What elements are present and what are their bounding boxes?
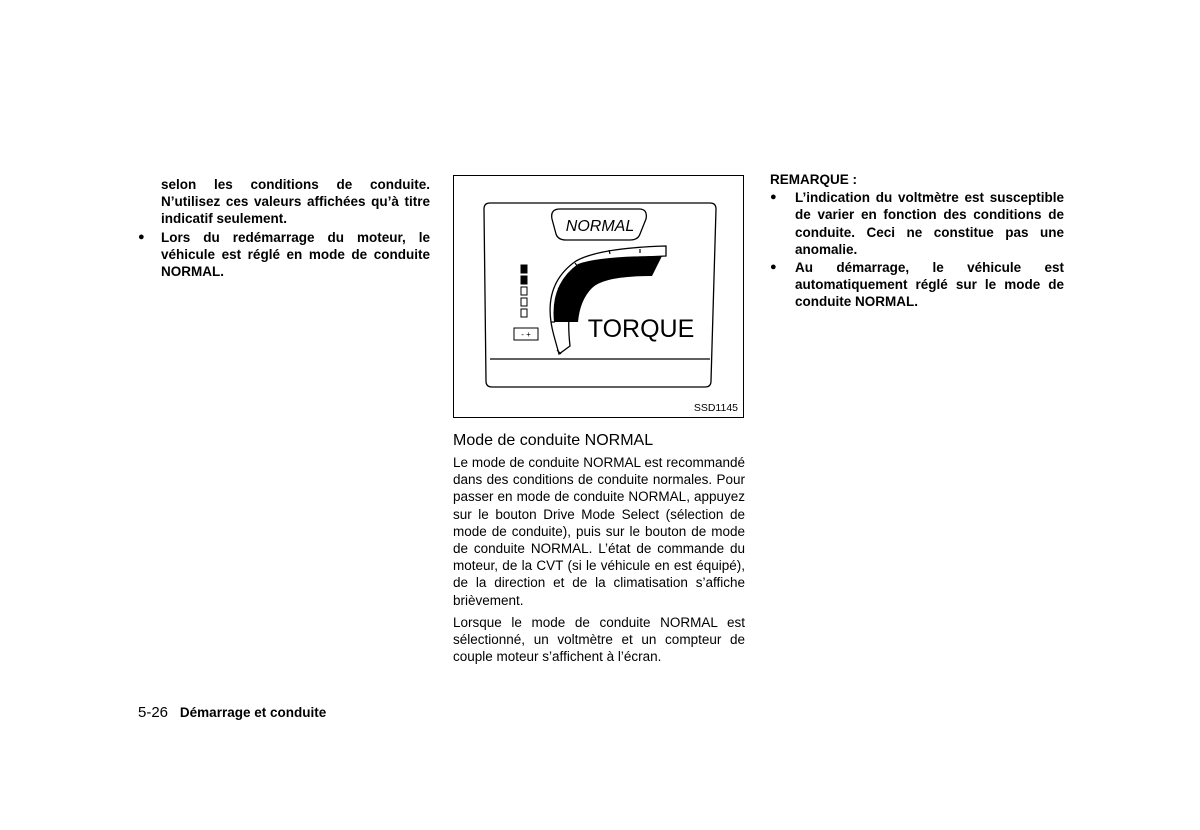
section-title: Mode de conduite NORMAL bbox=[453, 432, 654, 449]
paragraph: Lorsque le mode de conduite NORMAL est sélectionné, un voltmètre et un compteur de couple moteur s’affichent à l’écran. bbox=[453, 614, 745, 665]
page-footer bbox=[138, 704, 326, 721]
list-item bbox=[770, 189, 1064, 258]
continued-text: selon les conditions de conduite. N’utilisez ces valeurs affichées qu’à titre indicatif seulement. bbox=[161, 177, 430, 227]
display-figure bbox=[453, 175, 744, 418]
list-item bbox=[138, 229, 430, 281]
list-item bbox=[770, 259, 1064, 311]
note-item: Au démarrage, le véhicule est automatiquement réglé sur le mode de conduite NORMAL. bbox=[795, 260, 1064, 310]
restart-note: Lors du redémarrage du moteur, le véhicule est réglé en mode de conduite NORMAL. bbox=[161, 229, 430, 280]
battery-icon bbox=[514, 328, 538, 340]
left-column bbox=[138, 176, 430, 280]
normal-mode-display-illustration bbox=[454, 176, 744, 418]
mode-label: NORMAL bbox=[565, 218, 635, 235]
note-item: L’indication du voltmètre est susceptible de varier en fonction des conditions de conduite. Ceci ne constitue pas une anomalie. bbox=[795, 190, 1064, 257]
bullet-icon: ● bbox=[770, 261, 777, 274]
figure-code: SSD1145 bbox=[693, 402, 738, 414]
paragraph: Le mode de conduite NORMAL est recommandé dans des conditions de conduite normales. Pour passer en mode de conduite NORMAL, appuyez sur le bouton Drive Mode Select (sélection de mode de conduite), puis sur le bouton de mode de conduite NORMAL. L’état de commande du moteur, de la CVT (si le véhicule en est équipé), de la direction et de la climatisation s’affiche brièvement. bbox=[453, 455, 745, 608]
voltmeter-bars bbox=[521, 265, 527, 317]
bullet-icon: ● bbox=[770, 191, 777, 204]
svg-text:- +: - + bbox=[521, 330, 531, 339]
note-title: REMARQUE : bbox=[770, 172, 857, 187]
section-name: Démarrage et conduite bbox=[179, 705, 327, 720]
page-number: 5-26 bbox=[138, 704, 169, 721]
bullet-icon: ● bbox=[138, 230, 145, 243]
torque-label: TORQUE bbox=[587, 315, 695, 343]
middle-column bbox=[453, 430, 745, 670]
right-column bbox=[770, 171, 1064, 311]
